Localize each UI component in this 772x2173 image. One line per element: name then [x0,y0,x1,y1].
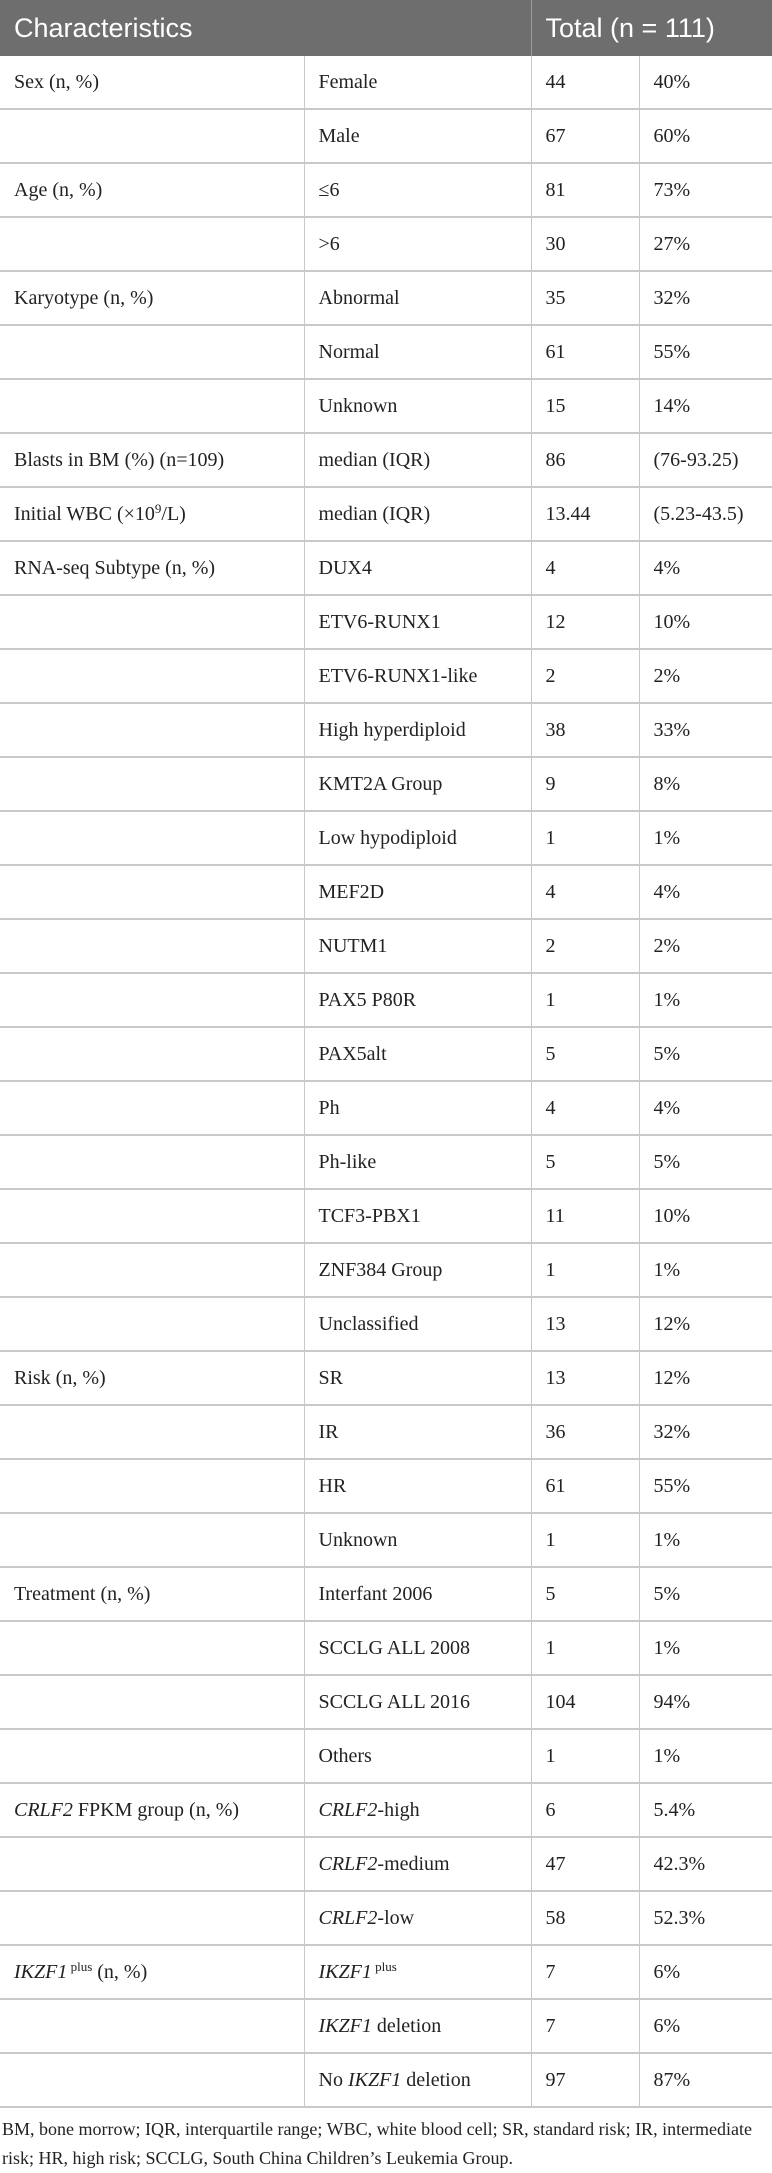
count-cell: 38 [531,703,639,757]
subgroup-cell [304,1783,531,1837]
cell-text: Unclassified [318,1312,419,1335]
cell-text: FPKM group (n, %) [72,1798,240,1821]
cell-text: Male [318,124,360,147]
subgroup-cell [304,595,531,649]
table-row [0,56,772,109]
table-row [0,433,772,487]
count-cell: 4 [531,1081,639,1135]
characteristic-cell [0,1837,304,1891]
cell-text: Initial WBC (×10 [14,502,155,525]
table-row [0,487,772,541]
subgroup-cell [304,757,531,811]
count-cell: 5 [531,1135,639,1189]
table-row [0,1081,772,1135]
percent-cell: 32% [639,1405,772,1459]
characteristic-cell [0,1513,304,1567]
percent-cell: 10% [639,1189,772,1243]
subgroup-cell [304,56,531,109]
characteristic-cell [0,1999,304,2053]
subgroup-cell [304,1027,531,1081]
count-cell: 61 [531,325,639,379]
table-row [0,865,772,919]
count-cell: 6 [531,1783,639,1837]
table-footnote: BM, bone morrow; IQR, interquartile range; WBC, white blood cell; SR, standard risk; IR, intermediate risk; HR, high risk; SCCLG, South China Children’s Leukemia Group. [2,2119,753,2168]
percent-cell: (5.23-43.5) [639,487,772,541]
cell-text: Others [318,1744,372,1767]
count-cell: 81 [531,163,639,217]
count-cell: 1 [531,1513,639,1567]
count-cell: 1 [531,973,639,1027]
cell-text: CRLF2 [318,1906,378,1929]
cell-text: DUX4 [318,556,372,579]
cell-text: >6 [318,232,340,255]
count-cell: 47 [531,1837,639,1891]
percent-cell: 55% [639,325,772,379]
cell-text: Sex (n, %) [14,70,99,93]
cell-text: Interfant 2006 [318,1582,433,1605]
characteristic-cell [0,1945,304,1999]
table-row [0,1405,772,1459]
characteristic-cell [0,865,304,919]
count-cell: 2 [531,649,639,703]
table-row [0,595,772,649]
characteristic-cell [0,919,304,973]
characteristic-cell [0,541,304,595]
count-cell: 2 [531,919,639,973]
cell-text: plus [67,1958,93,1974]
cell-text: ETV6-RUNX1-like [318,664,478,687]
characteristic-cell [0,1459,304,1513]
characteristic-cell [0,1567,304,1621]
characteristic-cell [0,2053,304,2107]
subgroup-cell [304,649,531,703]
count-cell: 1 [531,1729,639,1783]
table-row [0,379,772,433]
table-row [0,811,772,865]
cell-text: IKZF1 [14,1960,68,1983]
count-cell: 7 [531,1945,639,1999]
characteristic-cell [0,1135,304,1189]
table-row [0,1891,772,1945]
cell-text: median (IQR) [318,502,431,525]
table-row [0,1351,772,1405]
table-row [0,649,772,703]
percent-cell: 42.3% [639,1837,772,1891]
cell-text: PAX5alt [318,1042,387,1065]
cell-text: Risk (n, %) [14,1366,106,1389]
percent-cell: 1% [639,1621,772,1675]
cell-text: -high [377,1798,420,1821]
cell-text: Ph [318,1096,340,1119]
percent-cell: 1% [639,1513,772,1567]
percent-cell: 4% [639,865,772,919]
table-row [0,271,772,325]
subgroup-cell [304,487,531,541]
table-row [0,1729,772,1783]
characteristic-cell [0,217,304,271]
table-row [0,757,772,811]
table-row [0,1027,772,1081]
count-cell: 67 [531,109,639,163]
cell-text: TCF3-PBX1 [318,1204,421,1227]
characteristic-cell [0,649,304,703]
cell-text: ZNF384 Group [318,1258,443,1281]
subgroup-cell [304,163,531,217]
characteristic-cell [0,1729,304,1783]
characteristic-cell [0,163,304,217]
cell-text: Treatment (n, %) [14,1582,151,1605]
characteristic-cell [0,811,304,865]
percent-cell: 40% [639,56,772,109]
cell-text: CRLF2 [14,1798,73,1821]
characteristic-cell [0,595,304,649]
percent-cell: 10% [639,595,772,649]
count-cell: 5 [531,1567,639,1621]
cell-text: KMT2A Group [318,772,443,795]
percent-cell: 5% [639,1135,772,1189]
percent-cell: 1% [639,973,772,1027]
characteristic-cell [0,1297,304,1351]
percent-cell: 12% [639,1297,772,1351]
table-row [0,1513,772,1567]
count-cell: 1 [531,811,639,865]
cell-text: deletion [401,2068,471,2091]
table-row [0,163,772,217]
header-characteristics: Characteristics [0,0,531,56]
cell-text: 9 [154,500,162,516]
cell-text: ≤6 [318,178,340,201]
table-row [0,109,772,163]
characteristic-cell [0,109,304,163]
table-row [0,1783,772,1837]
percent-cell: 5% [639,1567,772,1621]
subgroup-cell [304,1729,531,1783]
subgroup-cell [304,217,531,271]
count-cell: 58 [531,1891,639,1945]
percent-cell: 1% [639,811,772,865]
cell-text: IKZF1 [318,1960,372,1983]
count-cell: 35 [531,271,639,325]
header-row [0,0,772,56]
table-row [0,1243,772,1297]
table-row [0,1675,772,1729]
percent-cell: 8% [639,757,772,811]
table-row [0,1999,772,2053]
subgroup-cell [304,325,531,379]
count-cell: 61 [531,1459,639,1513]
percent-cell: 52.3% [639,1891,772,1945]
subgroup-cell [304,1297,531,1351]
cell-text: Age (n, %) [14,178,103,201]
percent-cell: 14% [639,379,772,433]
cell-text: IKZF1 [347,2068,402,2091]
cell-text: (n, %) [92,1960,148,1983]
percent-cell: 27% [639,217,772,271]
subgroup-cell [304,1621,531,1675]
cell-text: /L) [161,502,186,525]
cell-text: NUTM1 [318,934,388,957]
subgroup-cell [304,1891,531,1945]
characteristic-cell [0,1405,304,1459]
percent-cell: 55% [639,1459,772,1513]
subgroup-cell [304,1837,531,1891]
characteristic-cell [0,703,304,757]
subgroup-cell [304,1135,531,1189]
table-row [0,217,772,271]
cell-text: Unknown [318,394,398,417]
subgroup-cell [304,1999,531,2053]
cell-text: Karyotype (n, %) [14,286,154,309]
count-cell: 1 [531,1621,639,1675]
table-row [0,1189,772,1243]
subgroup-cell [304,433,531,487]
count-cell: 97 [531,2053,639,2107]
count-cell: 44 [531,56,639,109]
table-row [0,325,772,379]
characteristic-cell [0,1783,304,1837]
count-cell: 1 [531,1243,639,1297]
percent-cell: 6% [639,1999,772,2053]
cell-text: SR [318,1366,343,1389]
count-cell: 30 [531,217,639,271]
characteristic-cell [0,487,304,541]
count-cell: 11 [531,1189,639,1243]
subgroup-cell [304,811,531,865]
subgroup-cell [304,109,531,163]
subgroup-cell [304,1945,531,1999]
percent-cell: 60% [639,109,772,163]
cell-text: Blasts in BM (%) (n=109) [14,448,225,471]
cell-text: Ph-like [318,1150,377,1173]
percent-cell: 87% [639,2053,772,2107]
characteristic-cell [0,1081,304,1135]
count-cell: 4 [531,865,639,919]
percent-cell: 33% [639,703,772,757]
cell-text: SCCLG ALL 2008 [318,1636,470,1659]
percent-cell: 73% [639,163,772,217]
header-total: Total (n = 111) [531,0,772,56]
table-row [0,973,772,1027]
cell-text: No [318,2068,348,2091]
subgroup-cell [304,1243,531,1297]
table-row [0,1459,772,1513]
table-row [0,1135,772,1189]
count-cell: 7 [531,1999,639,2053]
percent-cell: 5.4% [639,1783,772,1837]
characteristic-cell [0,1891,304,1945]
characteristic-cell [0,1675,304,1729]
count-cell: 13.44 [531,487,639,541]
characteristic-cell [0,973,304,1027]
table-row [0,2053,772,2107]
percent-cell: 2% [639,919,772,973]
characteristic-cell [0,757,304,811]
subgroup-cell [304,2053,531,2107]
table-row [0,1297,772,1351]
cell-text: High hyperdiploid [318,718,466,741]
table-header [0,0,772,56]
subgroup-cell [304,1351,531,1405]
cell-text: RNA-seq Subtype (n, %) [14,556,216,579]
cell-text: deletion [371,2014,442,2037]
percent-cell: 2% [639,649,772,703]
count-cell: 13 [531,1297,639,1351]
cell-text: PAX5 P80R [318,988,417,1011]
subgroup-cell [304,271,531,325]
table-row [0,703,772,757]
percent-cell: 94% [639,1675,772,1729]
percent-cell: 4% [639,541,772,595]
table-row [0,1945,772,1999]
subgroup-cell [304,1459,531,1513]
table-body [0,56,772,2107]
table-row [0,1837,772,1891]
cell-text: IKZF1 [318,2014,372,2037]
count-cell: 36 [531,1405,639,1459]
cell-text: IR [318,1420,339,1443]
cell-text: Normal [318,340,380,363]
subgroup-cell [304,973,531,1027]
subgroup-cell [304,1189,531,1243]
cell-text: median (IQR) [318,448,431,471]
characteristic-cell [0,56,304,109]
cell-text: CRLF2 [318,1852,378,1875]
subgroup-cell [304,1567,531,1621]
characteristic-cell [0,1189,304,1243]
subgroup-cell [304,379,531,433]
count-cell: 4 [531,541,639,595]
subgroup-cell [304,703,531,757]
characteristic-cell [0,433,304,487]
percent-cell: 4% [639,1081,772,1135]
characteristic-cell [0,379,304,433]
table-row [0,1621,772,1675]
cell-text: ETV6-RUNX1 [318,610,441,633]
count-cell: 5 [531,1027,639,1081]
characteristic-cell [0,271,304,325]
count-cell: 15 [531,379,639,433]
count-cell: 13 [531,1351,639,1405]
cell-text: -medium [377,1852,450,1875]
cell-text: -low [377,1906,415,1929]
subgroup-cell [304,1081,531,1135]
count-cell: 12 [531,595,639,649]
subgroup-cell [304,919,531,973]
characteristic-cell [0,325,304,379]
cell-text: MEF2D [318,880,385,903]
cell-text: SCCLG ALL 2016 [318,1690,470,1713]
characteristic-cell [0,1621,304,1675]
cell-text: Abnormal [318,286,400,309]
count-cell: 104 [531,1675,639,1729]
subgroup-cell [304,541,531,595]
cell-text: plus [371,1958,397,1974]
table-row [0,919,772,973]
cell-text: Low hypodiploid [318,826,457,849]
subgroup-cell [304,1675,531,1729]
cell-text: Unknown [318,1528,398,1551]
percent-cell: 5% [639,1027,772,1081]
subgroup-cell [304,1405,531,1459]
characteristic-cell [0,1027,304,1081]
subgroup-cell [304,1513,531,1567]
subgroup-cell [304,865,531,919]
percent-cell: (76-93.25) [639,433,772,487]
percent-cell: 6% [639,1945,772,1999]
count-cell: 9 [531,757,639,811]
table-row [0,541,772,595]
percent-cell: 1% [639,1729,772,1783]
cell-text: CRLF2 [318,1798,378,1821]
table-row [0,1567,772,1621]
percent-cell: 32% [639,271,772,325]
percent-cell: 12% [639,1351,772,1405]
percent-cell: 1% [639,1243,772,1297]
count-cell: 86 [531,433,639,487]
characteristic-cell [0,1351,304,1405]
cell-text: HR [318,1474,347,1497]
cell-text: Female [318,70,378,93]
characteristic-cell [0,1243,304,1297]
